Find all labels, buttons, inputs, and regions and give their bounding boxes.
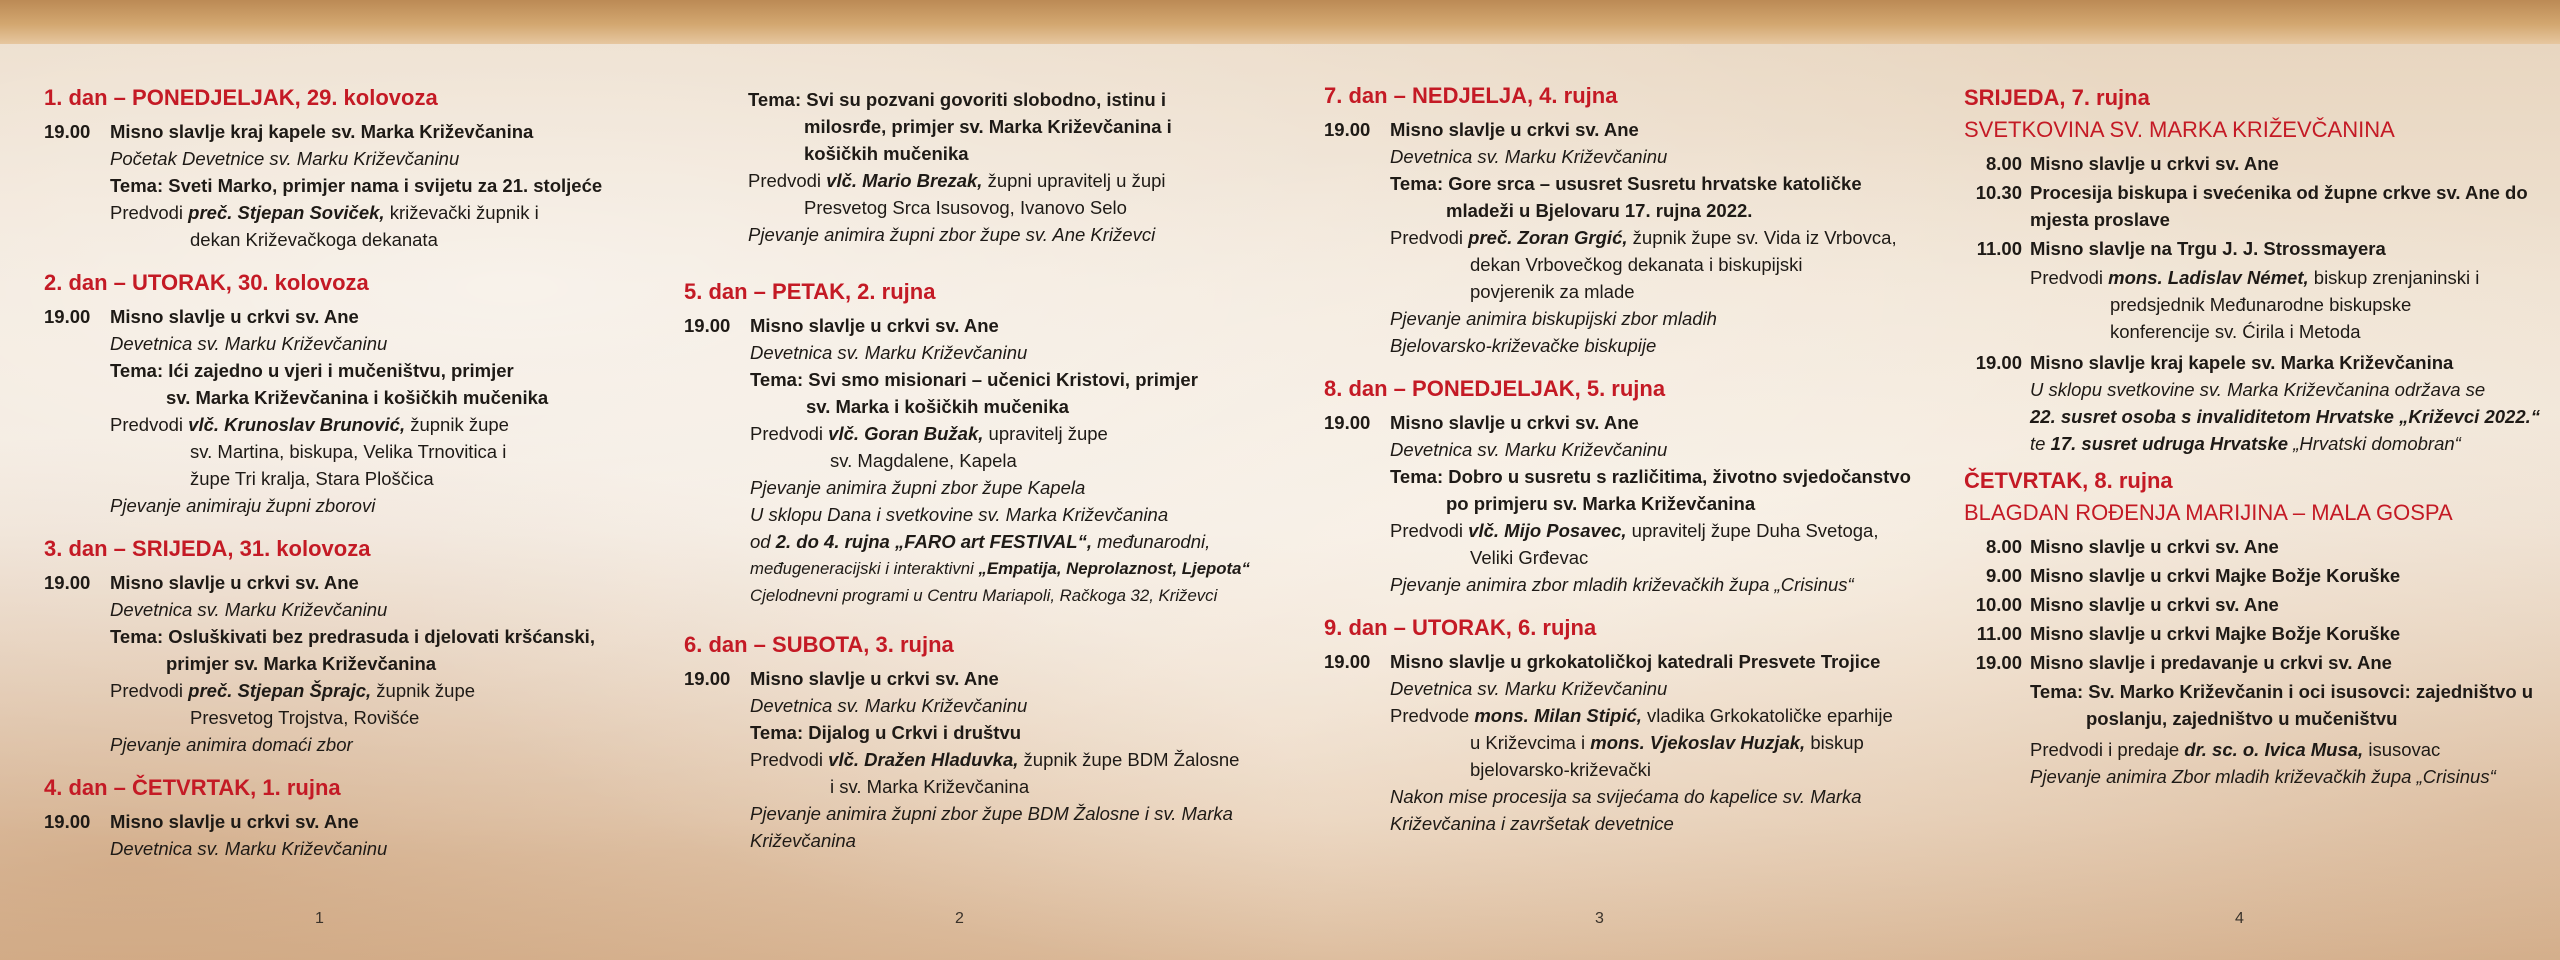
column-page-4 [1964,84,2554,806]
day-1-title: 1. dan – PONEDJELJAK, 29. kolovoza [44,85,438,110]
thu-item: 19.00 Misno slavlje i predavanje u crkvi sv. Ane [1975,652,2392,673]
day-1-mass: 19.00 Misno slavlje kraj kapele sv. Marka Križevčanina [44,121,534,142]
thu-item: 9.00 Misno slavlje u crkvi Majke Božje Koruške [1985,565,2401,586]
page-number-4: 4 [2235,910,2244,927]
thu-item: 11.00 Misno slavlje u crkvi Majke Božje Koruške [1976,623,2401,644]
day-4-presider: Predvodi vlč. Mario Brezak, župni upravitelj u župi [748,170,1166,191]
faro-festival-note: od 2. do 4. rujna „FARO art FESTIVAL“, međunarodni, [750,531,1211,552]
page-number-1: 1 [315,910,324,927]
day-2-presider: Predvodi vlč. Krunoslav Brunović, župnik župe [110,414,509,435]
wednesday-presider: Predvodi mons. Ladislav Német, biskup zrenjaninski i [2030,267,2480,288]
column-page-2-lower [684,278,1284,870]
day-5-presider: Predvodi vlč. Goran Bužak, upravitelj župe [750,423,1108,444]
wed-item: 10.30 Procesija biskupa i svećenika od župne crkve sv. Ane do [1975,182,2528,203]
day-9-section: 9. dan – UTORAK, 6. rujna 19.00 Misno slavlje u grkokatoličkoj katedrali Presvete Trojice Devetnica sv. Marku Križevčaninu Predvode mons. Milan Stipić, vladika Grkokatoličke eparhije u Križevcima i mons. Vjekoslav Huzjak, biskup bjelovarsko-križevački Nakon mise procesija sa svijećama do kapelice sv. Marka Križevčanina i završetak devetnice [1324,614,1934,837]
day-7-presider: Predvodi preč. Zoran Grgić, župnik župe sv. Vida iz Vrbovca, [1390,227,1897,248]
wed-item: 8.00 Misno slavlje u crkvi sv. Ane [1985,153,2279,174]
column-page-2 [748,86,1338,264]
day-7-section: 7. dan – NEDJELJA, 4. rujna 19.00 Misno slavlje u crkvi sv. Ane Devetnica sv. Marku Križevčaninu Tema: Gore srca – ususret Susretu hrvatske katoličke mladeži u Bjelovaru 17. rujna 2022. Predvodi preč. Zoran Grgić, župnik župe sv. Vida iz Vrbovca, dekan Vrbovečkog dekanata i biskupijski povjerenik za mlade Pjevanje animira biskupijski zbor mladih Bjelovarsko-križevačke biskupije [1324,82,1934,359]
day-9-presiders: Predvode mons. Milan Stipić, vladika Grkokatoličke eparhije [1390,705,1893,726]
day-7-title: 7. dan – NEDJELJA, 4. rujna [1324,83,1618,108]
day-1-novena: Početak Devetnice sv. Marku Križevčaninu [110,148,460,169]
page-number-3: 3 [1595,910,1604,927]
wednesday-title: SRIJEDA, 7. rujna [1964,85,2150,110]
day-6-section: 6. dan – SUBOTA, 3. rujna 19.00 Misno slavlje u crkvi sv. Ane Devetnica sv. Marku Križevčaninu Tema: Dijalog u Crkvi i društvu Predvodi vlč. Dražen Hladuvka, župnik župe BDM Žalosne i sv. Marka Križevčanina Pjevanje animira župni zbor župe BDM Žalosne i sv. Marka Križevčanina [684,631,1284,854]
day-3-presider: Predvodi preč. Stjepan Šprajc, župnik župe [110,680,476,701]
day-1-section: 1. dan – PONEDJELJAK, 29. kolovoza 19.00 Misno slavlje kraj kapele sv. Marka Križevčanina Početak Devetnice sv. Marku Križevčaninu Tema: Sveti Marko, primjer nama i svijetu za 21. stoljeće Predvodi preč. Stjepan Soviček, križevački župnik i dekan Križevačkoga dekanata [44,84,634,253]
day-5-section: 5. dan – PETAK, 2. rujna 19.00 Misno slavlje u crkvi sv. Ane Devetnica sv. Marku Križevčaninu Tema: Svi smo misionari – učenici Kristovi, primjer sv. Marka i košičkih mučenika Predvodi vlč. Goran Bužak, upravitelj župe sv. Magdalene, Kapela Pjevanje animira župni zbor župe Kapela U sklopu Dana i svetkovine sv. Marka Križevčanina od 2. do 4. rujna „FARO art FESTIVAL“, međunarodni, međugeneracijski i interaktivni „Empatija, Neprolaznost, Ljepota“ Cjelodnevni programi u Centru Mariapoli, Račkoga 32, Križevci [684,278,1284,609]
thursday-presider: Predvodi i predaje dr. sc. o. Ivica Musa, isusovac [2030,739,2441,760]
wednesday-section: SRIJEDA, 7. rujna SVETKOVINA SV. MARKA KRIŽEVČANINA 8.00 Misno slavlje u crkvi sv. Ane 10.30 Procesija biskupa i svećenika od župne crkve sv. Ane do mjesta proslave 11.00 Misno slavlje na Trgu J. J. Strossmayera Predvodi mons. Ladislav Német, biskup zrenjaninski i predsjednik Međunarodne biskupske konferencije sv. Ćirila i Metoda 19.00 Misno slavlje kraj kapele sv. Marka Križevčanina U sklopu svetkovine sv. Marka Križevčanina održava se 22. susret osoba s invaliditetom Hrvatske „Križevci 2022.“ te 17. susret udruga Hrvatske „Hrvatski domobran“ [1964,84,2554,457]
thu-item: 10.00 Misno slavlje u crkvi sv. Ane [1975,594,2279,615]
day-1-theme: Tema: Sveti Marko, primjer nama i svijetu za 21. stoljeće [110,175,603,196]
day-1-presider: Predvodi preč. Stjepan Soviček, križevački župnik i [110,202,539,223]
day-2-title: 2. dan – UTORAK, 30. kolovoza [44,270,369,295]
day-4-title: 4. dan – ČETVRTAK, 1. rujna [44,775,341,800]
wednesday-schedule: 8.00 Misno slavlje u crkvi sv. Ane 10.30 Procesija biskupa i svećenika od župne crkve sv. Ane do mjesta proslave 11.00 Misno slavlje na Trgu J. J. Strossmayera [1964,150,2554,262]
wednesday-subtitle: SVETKOVINA SV. MARKA KRIŽEVČANINA [1964,117,2395,142]
thursday-section: ČETVRTAK, 8. rujna BLAGDAN ROĐENJA MARIJINA – MALA GOSPA 8.00 Misno slavlje u crkvi sv. Ane 9.00 Misno slavlje u crkvi Majke Božje Koruške 10.00 Misno slavlje u crkvi sv. Ane 11.00 Misno slavlje u crkvi Majke Božje Koruške 19.00 Misno slavlje i predavanje u crkvi sv. Ane Tema: Sv. Marko Križevčanin i oci isusovci: zajedništvo u poslanju, zajedništvo u mučeništvu Predvodi i predaje dr. sc. o. Ivica Musa, isusovac Pjevanje animira Zbor mladih križevačkih župa „Crisinus“ [1964,467,2554,790]
thursday-title: ČETVRTAK, 8. rujna [1964,468,2173,493]
day-3-section: 3. dan – SRIJEDA, 31. kolovoza 19.00 Misno slavlje u crkvi sv. Ane Devetnica sv. Marku Križevčaninu Tema: Osluškivati bez predrasuda i djelovati kršćanski, primjer sv. Marka Križevčanina Predvodi preč. Stjepan Šprajc, župnik župe Presvetog Trojstva, Rovišće Pjevanje animira domaći zbor [44,535,634,758]
day-9-title: 9. dan – UTORAK, 6. rujna [1324,615,1597,640]
page-number-2: 2 [955,910,964,927]
thu-item: 8.00 Misno slavlje u crkvi sv. Ane [1985,536,2279,557]
day-8-section: 8. dan – PONEDJELJAK, 5. rujna 19.00 Misno slavlje u crkvi sv. Ane Devetnica sv. Marku Križevčaninu Tema: Dobro u susretu s različitima, životno svjedočanstvo po primjeru sv. Marka Križevčanina Predvodi vlč. Mijo Posavec, upravitelj župe Duha Svetoga, Veliki Grđevac Pjevanje animira zbor mladih križevačkih župa „Crisinus“ [1324,375,1934,598]
day-8-title: 8. dan – PONEDJELJAK, 5. rujna [1324,376,1666,401]
day-4-continued: Tema: Svi su pozvani govoriti slobodno, istinu i milosrđe, primjer sv. Marka Križevčanina i košičkih mučenika Predvodi vlč. Mario Brezak, župni upravitelj u župi Presvetog Srca Isusovog, Ivanovo Selo Pjevanje animira župni zbor župe sv. Ane Križevci [748,86,1338,248]
thursday-subtitle: BLAGDAN ROĐENJA MARIJINA – MALA GOSPA [1964,500,2453,525]
day-8-presider: Predvodi vlč. Mijo Posavec, upravitelj župe Duha Svetoga, [1390,520,1879,541]
thursday-schedule [1964,533,2554,676]
top-decorative-band [0,0,2560,44]
day-3-title: 3. dan – SRIJEDA, 31. kolovoza [44,536,371,561]
day-2-section: 2. dan – UTORAK, 30. kolovoza 19.00 Misno slavlje u crkvi sv. Ane Devetnica sv. Marku Križevčaninu Tema: Ići zajedno u vjeri i mučeništvu, primjer sv. Marka Križevčanina i košičkih mučenika Predvodi vlč. Krunoslav Brunović, župnik župe sv. Martina, biskupa, Velika Trnovitica i župe Tri kralja, Stara Ploščica Pjevanje animiraju župni zborovi [44,269,634,519]
day-5-title: 5. dan – PETAK, 2. rujna [684,279,936,304]
day-4-section: 4. dan – ČETVRTAK, 1. rujna 19.00 Misno slavlje u crkvi sv. Ane Devetnica sv. Marku Križevčaninu [44,774,634,862]
wed-item: 11.00 Misno slavlje na Trgu J. J. Strossmayera [1976,238,2386,259]
day-6-presider: Predvodi vlč. Dražen Hladuvka, župnik župe BDM Žalosne [750,749,1240,770]
column-page-3 [1324,82,1934,853]
day-6-title: 6. dan – SUBOTA, 3. rujna [684,632,954,657]
column-page-1 [44,80,634,878]
